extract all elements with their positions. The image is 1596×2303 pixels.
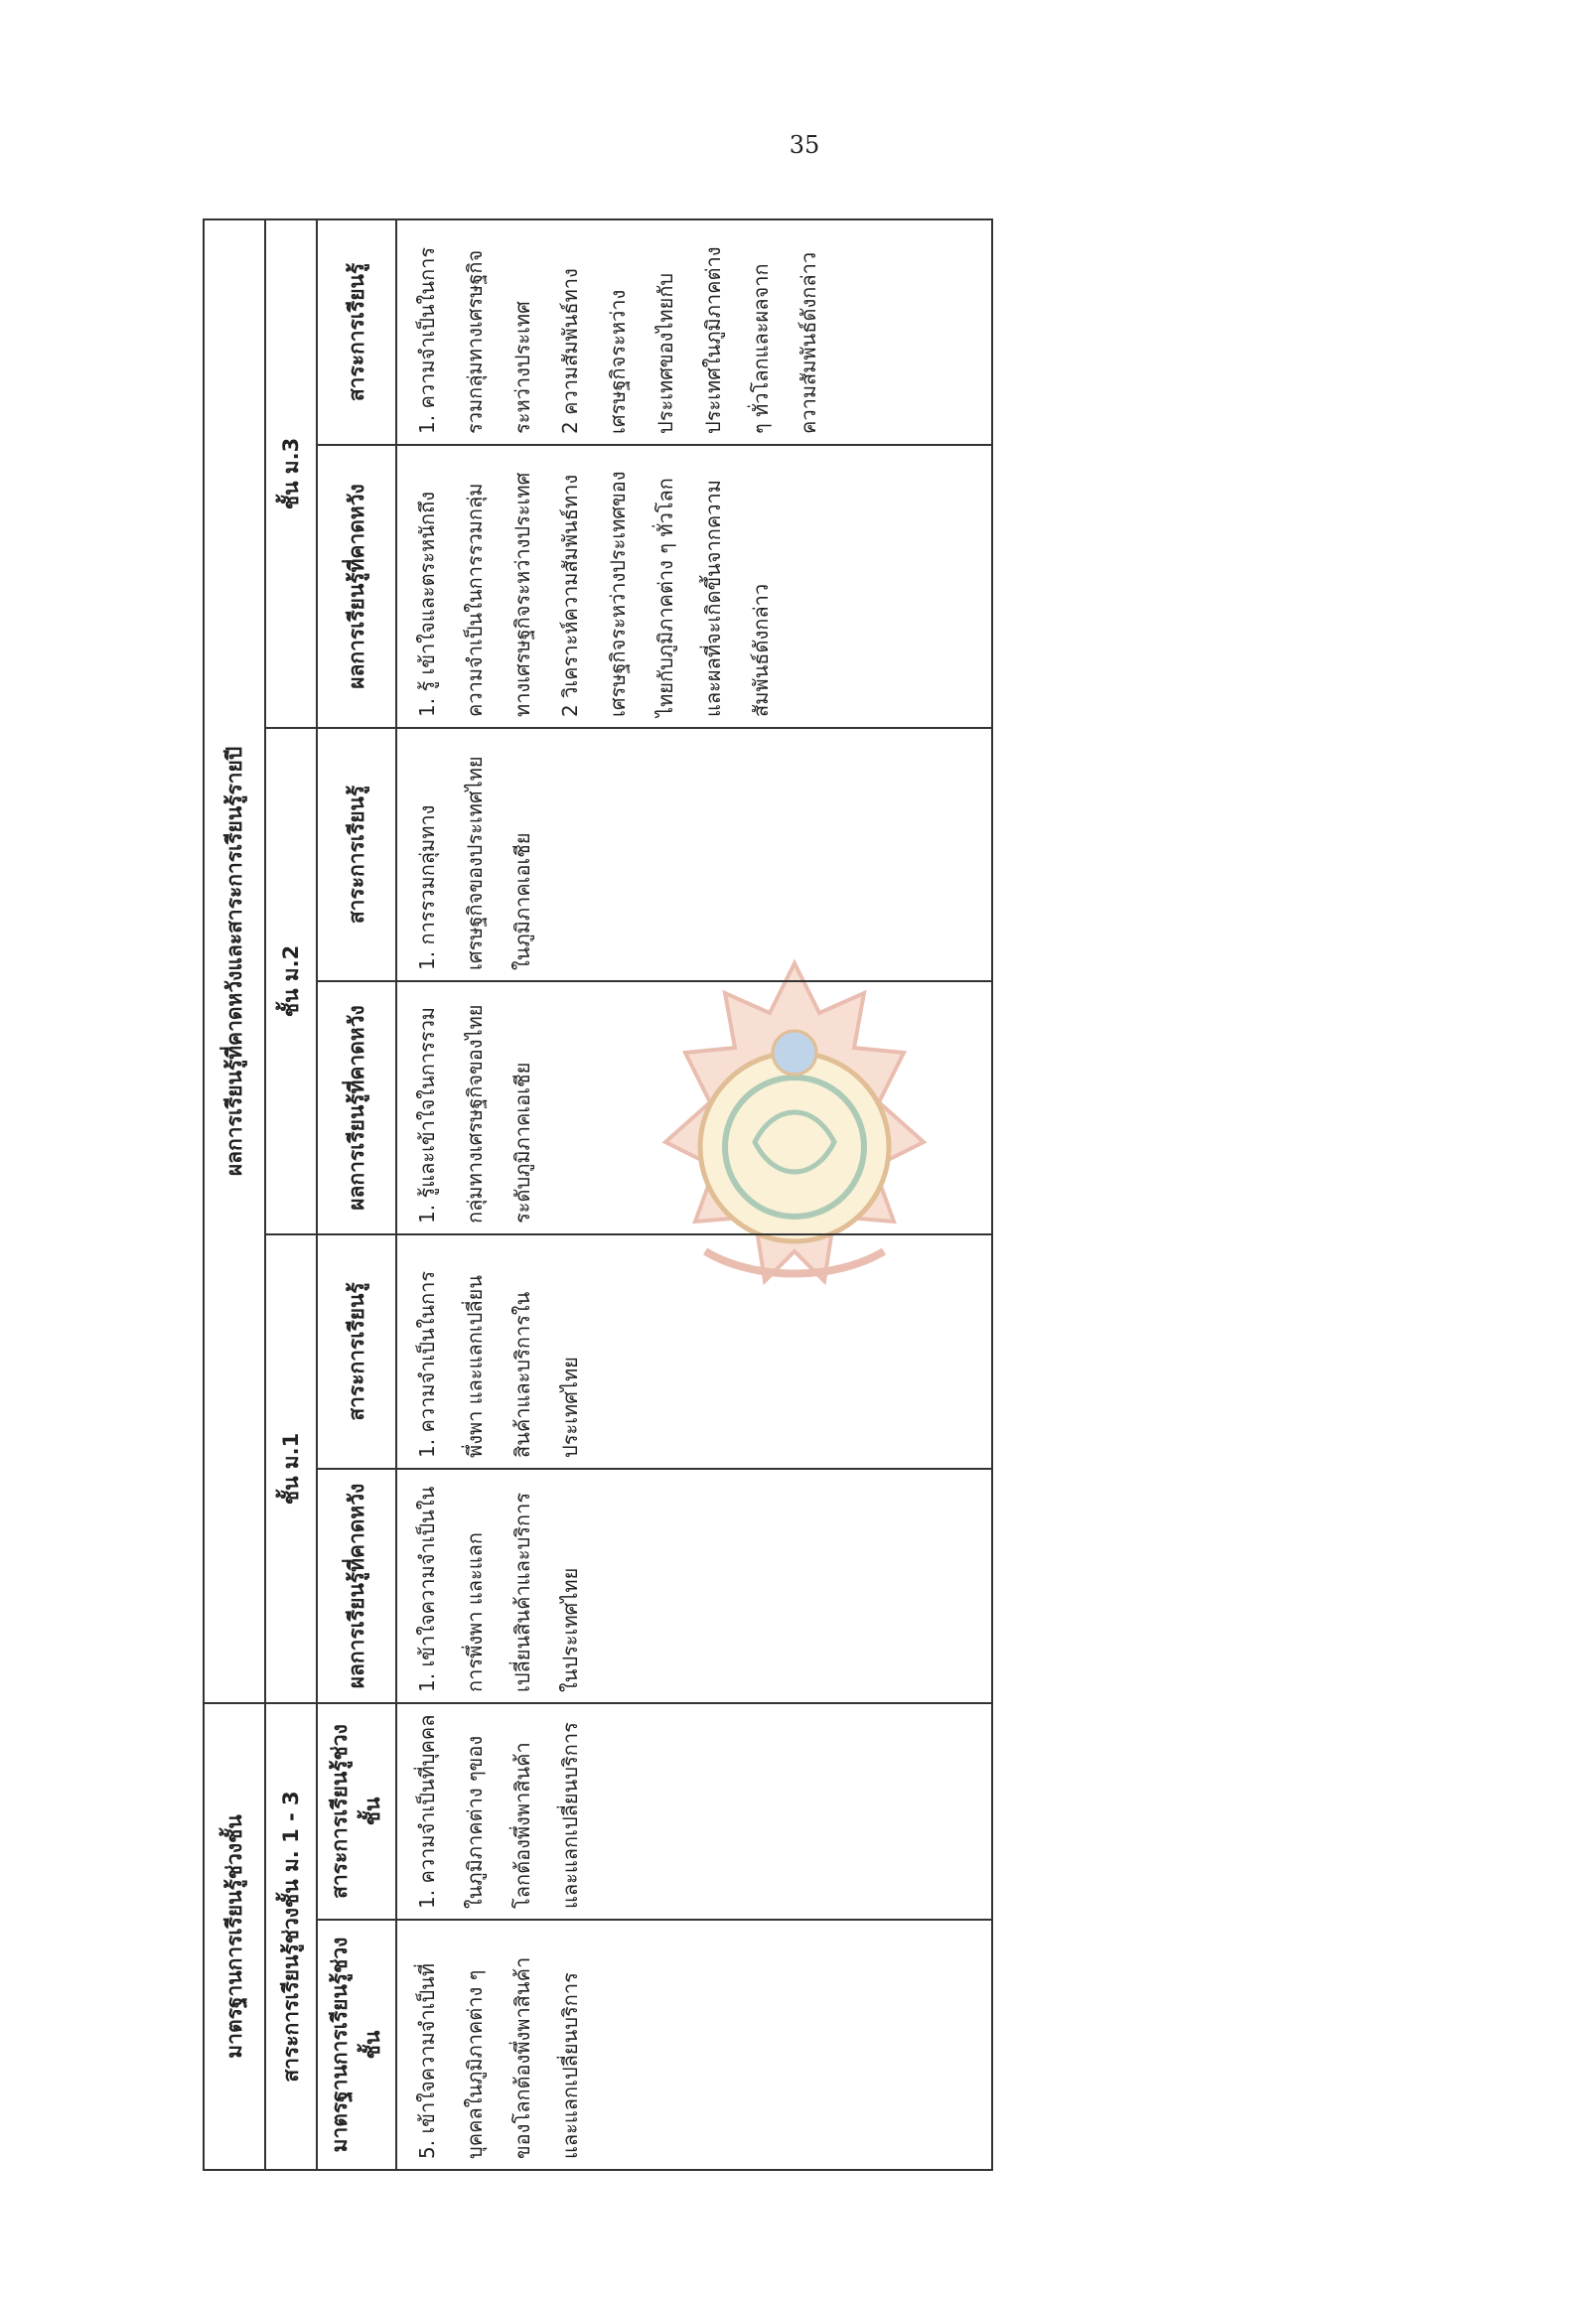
page-number: 35 <box>789 131 820 159</box>
cell-m1-outcome: 1. เข้าใจความจำเป็นในการพึ่งพา และแลกเปลี่ยนสินค้าและบริการในประเทศไทย <box>396 1469 992 1703</box>
header-grade-m3: ชั้น ม.3 <box>265 219 317 728</box>
col-m3-content: สาระการเรียนรู้ <box>317 219 396 445</box>
header-standard-group: มาตรฐานการเรียนรู้ช่วงชั้น <box>204 1703 265 2170</box>
col-m2-outcome: ผลการเรียนรู้ที่คาดหวัง <box>317 981 396 1234</box>
m3-outcome-item-1: 1. รู้ เข้าใจและตระหนักถึงความจำเป็นในการรวมกลุ่มทางเศรษฐกิจระหว่างประเทศ <box>415 472 534 717</box>
header-grade-m2: ชั้น ม.2 <box>265 728 317 1234</box>
col-content-range: สาระการเรียนรู้ช่วงชั้น <box>317 1703 396 1920</box>
cell-standard: 5. เข้าใจความจำเป็นที่บุคคลในภูมิภาคต่าง ๆ ของโลกต้องพึ่งพาสินค้าและแลกเปลี่ยนบริการ <box>396 1920 992 2170</box>
col-m1-content: สาระการเรียนรู้ <box>317 1234 396 1469</box>
rotated-table-inner <box>203 220 993 2171</box>
cell-content-range: 1. ความจำเป็นที่บุคคลในภูมิภาคต่าง ๆของโลกต้องพึ่งพาสินค้าและแลกเปลี่ยนบริการ <box>396 1703 992 1920</box>
header-content-range-group: สาระการเรียนรู้ช่วงชั้น ม. 1 - 3 <box>265 1703 317 2170</box>
col-m3-outcome: ผลการเรียนรู้ที่คาดหวัง <box>317 445 396 728</box>
cell-m2-outcome: 1. รู้และเข้าใจในการรวมกลุ่มทางเศรษฐกิจของไทยระดับภูมิภาคเอเชีย <box>396 981 992 1234</box>
m3-outcome-item-2: 2 วิเคราะห์ความสัมพันธ์ทางเศรษฐกิจระหว่างประเทศของไทยกับภูมิภาคต่าง ๆ ทั่วโลกและผลที่จะเกิดขึ้นจากความสัมพันธ์ดังกล่าว <box>558 471 773 717</box>
cell-m3-content <box>396 219 992 445</box>
col-m1-outcome: ผลการเรียนรู้ที่คาดหวัง <box>317 1469 396 1703</box>
rotated-table-wrapper <box>203 220 993 2171</box>
header-grade-m1: ชั้น ม.1 <box>265 1234 317 1703</box>
col-m2-content: สาระการเรียนรู้ <box>317 728 396 981</box>
curriculum-table <box>203 218 993 2171</box>
m3-content-item-1: 1. ความจำเป็นในการรวมกลุ่มทางเศรษฐกิจระหว่างประเทศ <box>415 246 534 434</box>
cell-m3-outcome <box>396 445 992 728</box>
cell-m2-content: 1. การรวมกลุ่มทางเศรษฐกิจของประเทศไทยในภูมิภาคเอเชีย <box>396 728 992 981</box>
table-row <box>396 219 992 2170</box>
col-standard: มาตรฐานการเรียนรู้ช่วงชั้น <box>317 1920 396 2170</box>
cell-m1-content: 1. ความจำเป็นในการพึ่งพา และแลกเปลี่ยนสินค้าและบริการในประเทศไทย <box>396 1234 992 1469</box>
m3-content-item-2: 2 ความสัมพันธ์ทางเศรษฐกิจระหว่างประเทศของไทยกับประเทศในภูมิภาคต่าง ๆ ทั่วโลกและผลจากความสัมพันธ์ดังกล่าว <box>558 246 820 434</box>
header-outcome-group: ผลการเรียนรู้ที่คาดหวังและสาระการเรียนรู้รายปี <box>204 219 265 1703</box>
